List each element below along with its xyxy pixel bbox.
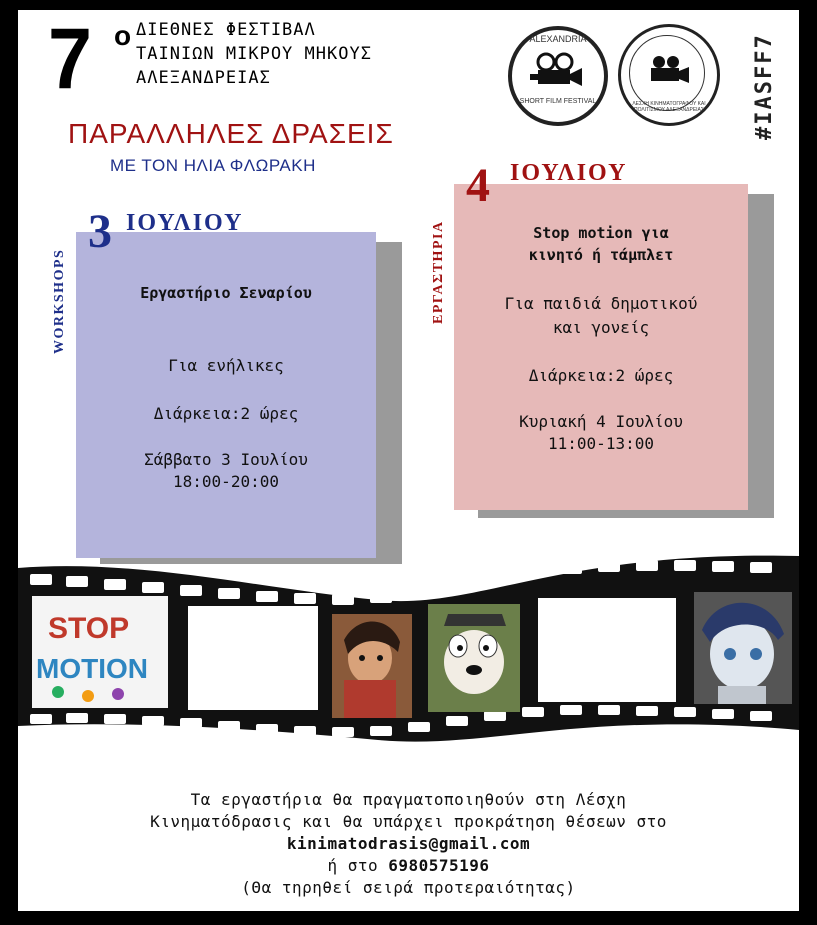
workshop-left-time: 18:00-20:00 — [173, 472, 279, 491]
edition-number: 7 — [48, 11, 93, 107]
camera-icon — [645, 53, 693, 89]
workshop-right-title-2: κινητό ή τάμπλετ — [528, 246, 674, 264]
phone-number[interactable]: 6980575196 — [388, 856, 490, 875]
workshops-side-label: WORKSHOPS — [52, 248, 67, 354]
poster — [18, 10, 799, 911]
club-logo — [618, 24, 720, 126]
phone-prefix: ή στο — [327, 856, 389, 875]
alexandria-festival-logo — [508, 26, 608, 126]
right-day-number: 4 — [466, 159, 490, 212]
footer-line-1: Τα εργαστήρια θα πραγματοποιηθούν στη Λέσχη — [190, 790, 627, 809]
stop-motion-frame — [32, 596, 168, 708]
workshop-right-date: Κυριακή 4 Ιουλίου — [519, 412, 683, 431]
svg-text:STOP: STOP — [48, 612, 130, 645]
festival-line-1: ΔΙΕΘΝΕΣ ΦΕΣΤΙΒΑΛ — [136, 20, 316, 40]
left-day-number: 3 — [88, 205, 112, 258]
right-month-label: ΙΟΥΛΙΟΥ — [510, 160, 628, 186]
logo2-text: ΛΕΣΧΗ ΚΙΝΗΜΑΤΟΓΡΑΦΟΥ ΚΑΙ ΠΟΛΙΤΙΣΜΟΥ ΑΛΕΞΑΝΔΡΕΙΑΣ — [632, 101, 706, 113]
left-month-label: ΙΟΥΛΙΟΥ — [126, 210, 244, 236]
footer-phone-line — [18, 856, 799, 875]
footer-email[interactable]: kinimatodrasis@gmail.com — [286, 834, 531, 853]
empty-frame-1 — [188, 606, 318, 710]
edition-suffix: ο — [114, 20, 132, 51]
workshop-left-duration: Διάρκεια:2 ώρες — [153, 404, 299, 423]
workshop-left-date: Σάββατο 3 Ιουλίου — [144, 450, 308, 469]
workshop-right-audience-1: Για παιδιά δημοτικού — [504, 294, 698, 313]
festival-line-3: ΑΛΕΞΑΝΔΡΕΙΑΣ — [136, 68, 271, 88]
empty-frame-2 — [538, 598, 676, 702]
workshop-right-time: 11:00-13:00 — [548, 434, 654, 453]
logo1-top-text: ALEXANDRIA — [529, 34, 587, 44]
coraline-frame — [694, 592, 792, 704]
footer-note: (Θα τηρηθεί σειρά προτεραιότητας) — [241, 878, 576, 897]
logo1-bottom-text: SHORT FILM FESTIVAL — [519, 98, 597, 105]
page-title: ΠΑΡΑΛΛΗΛΕΣ ΔΡΑΣΕΙΣ — [68, 118, 394, 149]
workshop-left-title: Εργαστήριο Σεναρίου — [140, 284, 312, 302]
film-strip — [18, 530, 799, 760]
svg-text:MOTION: MOTION — [36, 653, 148, 684]
workshop-card-left — [76, 232, 376, 558]
page-subtitle: ΜΕ ΤΟΝ ΗΛΙΑ ΦΛΩΡΑΚΗ — [110, 156, 316, 175]
film-camera-icon — [526, 52, 590, 92]
footer-line-2: Κινηματόδρασις και θα υπάρχει προκράτηση θέσεων στο — [150, 812, 667, 831]
workshop-right-audience-2: και γονείς — [552, 318, 650, 337]
hashtag: #IASFF7 — [752, 33, 777, 140]
workshop-right-title-1: Stop motion για — [533, 224, 669, 242]
ergastiria-side-label: ΕΡΓΑΣΤΗΡΙΑ — [431, 220, 446, 324]
festival-line-2: ΤΑΙΝΙΩΝ ΜΙΚΡΟΥ ΜΗΚΟΥΣ — [136, 44, 372, 64]
kubo-frame — [332, 614, 412, 718]
workshop-card-right — [454, 184, 748, 510]
workshop-left-audience: Για ενήλικες — [168, 356, 284, 375]
wallace-gromit-frame — [428, 604, 520, 712]
workshop-right-duration: Διάρκεια:2 ώρες — [528, 366, 674, 385]
